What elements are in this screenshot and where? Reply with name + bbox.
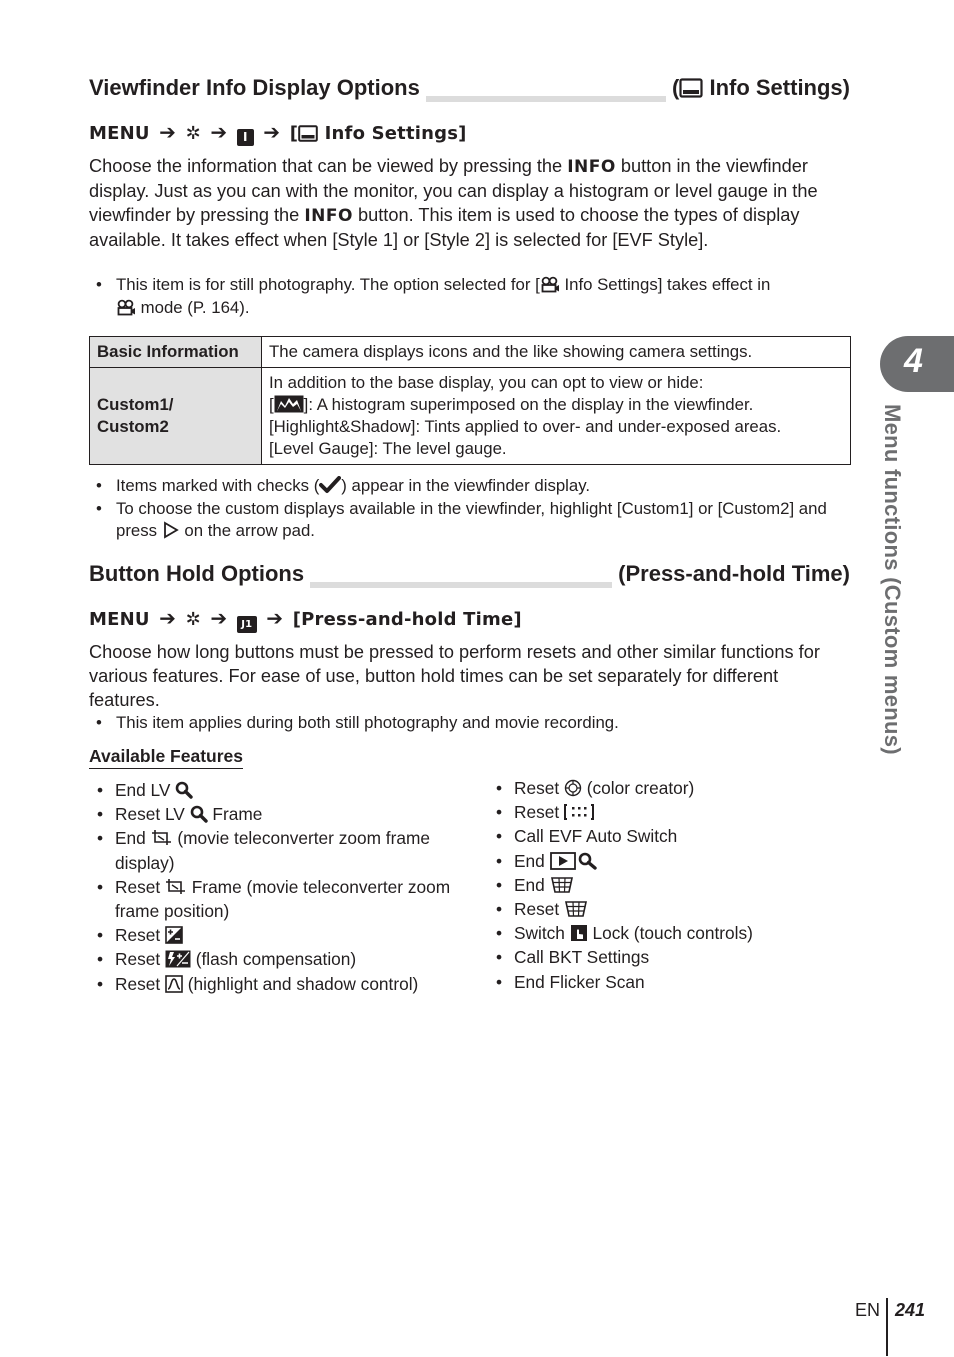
list-item <box>488 873 848 897</box>
cell-line: In addition to the base display, you can opt to view or hide: <box>269 373 704 392</box>
checkmark-icon <box>319 476 341 494</box>
feature-text: Reset <box>514 802 564 823</box>
after-table-notes <box>96 475 856 543</box>
table-row-header <box>90 368 262 465</box>
highlight-shadow-icon <box>165 975 183 993</box>
feature-text: Reset <box>514 899 564 920</box>
para-text: button in the viewfinder display. Just as you can with the monitor, you can display a histogram or level gauge in the viewfinder by pressing the <box>89 156 818 225</box>
arrow-pad-right-icon <box>162 521 180 539</box>
magnifier-icon <box>190 805 208 823</box>
list-item <box>488 776 848 800</box>
list-item: • This item applies during both still photography and movie recording. <box>96 712 856 735</box>
exposure-compensation-icon <box>165 926 183 944</box>
feature-text: Reset <box>115 925 165 946</box>
feature-text: Reset <box>514 778 564 798</box>
section-heading-viewfinder-info <box>89 74 850 104</box>
flash-compensation-icon <box>165 950 191 968</box>
list-item <box>89 826 469 874</box>
teleconverter-icon <box>151 829 173 847</box>
feature-text: (color creator) <box>581 778 695 798</box>
header-line: Custom2 <box>97 417 169 436</box>
table-row <box>90 337 851 368</box>
arrow-right-icon: ➔ <box>210 120 228 144</box>
press-hold-paragraph: Choose how long buttons must be pressed to perform resets and other similar functions for various features. For ease of use, button hold times can be set separately for different features. <box>89 642 820 710</box>
list-item <box>89 947 469 971</box>
table-row-header: Basic Information <box>90 337 262 368</box>
teleconverter-icon <box>165 878 187 896</box>
list-item <box>96 274 856 319</box>
feature-text: Call BKT Settings <box>514 947 650 968</box>
menu-item-label: [Press-and-hold Time] <box>292 609 522 630</box>
touch-lock-icon <box>570 924 588 942</box>
list-item <box>488 849 848 873</box>
feature-text: (movie teleconverter zoom frame display) <box>115 828 430 873</box>
af-target-icon <box>564 803 594 821</box>
features-list-left <box>89 778 469 996</box>
list-item <box>89 875 469 923</box>
gear-icon: ✲ <box>185 609 201 630</box>
section-subtitle: (Press-and-hold Time) <box>612 560 850 588</box>
list-item <box>89 972 469 996</box>
chapter-tab <box>880 336 954 392</box>
feature-text: Reset <box>115 949 165 970</box>
feature-text: End LV <box>115 780 176 800</box>
table-cell <box>262 368 851 465</box>
intro-paragraph <box>89 154 851 252</box>
movie-camera-icon <box>116 299 136 316</box>
arrow-right-icon: ➔ <box>159 606 177 630</box>
monitor-info-icon <box>298 125 318 142</box>
keystone-grid-icon <box>550 876 574 894</box>
feature-text: End <box>514 874 550 895</box>
feature-text: Call EVF Auto Switch <box>514 826 678 847</box>
list-item <box>89 923 469 947</box>
bracket-open: [ <box>289 123 299 144</box>
cell-line: [Highlight&Shadow]: Tints applied to over- and under-exposed areas. <box>269 417 782 436</box>
note-list <box>96 274 856 319</box>
cell-line: [Level Gauge]: The level gauge. <box>269 439 507 458</box>
color-creator-icon <box>564 779 582 797</box>
playback-zoom-icon <box>550 852 598 870</box>
language-label: EN <box>855 1300 881 1320</box>
list-item <box>96 475 856 498</box>
features-list-right <box>488 776 848 994</box>
list-item <box>89 802 469 826</box>
footer-divider <box>886 1298 888 1356</box>
section-title: Viewfinder Info Display Options <box>89 74 426 102</box>
note-text: mode (P. 164). <box>136 297 250 317</box>
note-text: on the arrow pad. <box>179 521 315 540</box>
feature-text: End <box>115 828 151 849</box>
table-row <box>90 368 851 465</box>
feature-text: Reset <box>115 973 165 994</box>
keystone-grid-icon <box>564 900 588 918</box>
header-line: Custom1/ <box>97 395 174 414</box>
list-item <box>488 970 848 994</box>
feature-text: (flash compensation) <box>190 949 357 970</box>
info-button-label: INFO <box>304 206 353 226</box>
custom-menu-j1-icon: J1 <box>237 616 257 633</box>
cell-text: [ <box>269 395 274 414</box>
menu-item-label: Info Settings] <box>324 123 467 144</box>
feature-text: Lock (touch controls) <box>587 923 753 944</box>
cell-text: ]: A histogram superimposed on the display in the viewfinder. <box>303 395 754 414</box>
feature-text: Frame (movie teleconverter zoom frame position) <box>115 876 451 922</box>
table-cell: The camera displays icons and the like showing camera settings. <box>262 337 851 368</box>
menu-path-info-settings <box>89 120 467 146</box>
movie-camera-icon <box>540 276 560 293</box>
feature-text: End <box>514 850 550 871</box>
info-settings-table <box>89 336 851 465</box>
note-text: ) appear in the viewfinder display. <box>341 476 591 495</box>
arrow-right-icon: ➔ <box>263 120 281 144</box>
list-item <box>488 897 848 921</box>
gear-icon: ✲ <box>185 123 201 144</box>
list-item <box>488 824 848 848</box>
feature-text: Reset LV <box>115 804 190 825</box>
arrow-right-icon: ➔ <box>266 606 284 630</box>
magnifier-icon <box>175 781 193 799</box>
note-text: Items marked with checks ( <box>116 476 320 495</box>
feature-text: Reset <box>115 876 165 897</box>
list-item <box>96 498 856 543</box>
feature-text: Switch <box>514 923 570 944</box>
menu-label: MENU <box>89 609 150 630</box>
section-subtitle <box>666 74 850 102</box>
feature-text: Frame <box>207 804 263 825</box>
monitor-info-icon <box>679 78 703 98</box>
chapter-number: 4 <box>904 342 923 380</box>
list-item <box>488 921 848 945</box>
feature-text: End Flicker Scan <box>514 971 645 992</box>
note-text: This item is for still photography. The option selected for [ <box>116 275 540 294</box>
press-hold-notes <box>96 712 856 735</box>
arrow-right-icon: ➔ <box>159 120 177 144</box>
section-title: Button Hold Options <box>89 560 310 588</box>
para-text: button. This item is used to choose the types of display available. It takes effect when [Style 1] or [Style 2] is selected for [EVF Style]. <box>89 205 800 250</box>
note-text: To choose the custom displays available in the viewfinder, highlight [Custom1] or [Custom2] and press <box>116 498 827 540</box>
arrow-right-icon: ➔ <box>210 606 228 630</box>
menu-label: MENU <box>89 123 150 144</box>
chapter-title: Menu functions (Custom menus) <box>880 404 905 755</box>
note-text: Info Settings] takes effect in <box>559 275 771 294</box>
custom-menu-tab-icon: I <box>237 129 254 146</box>
para-text: Choose the information that can be viewed by pressing the <box>89 156 568 176</box>
histogram-icon <box>274 395 304 413</box>
section-heading-button-hold <box>89 560 850 590</box>
info-button-label: INFO <box>567 157 616 177</box>
feature-text: (highlight and shadow control) <box>182 973 419 994</box>
paren-open: ( <box>672 75 680 100</box>
subtitle-text: Info Settings) <box>709 75 850 100</box>
list-item <box>488 800 848 824</box>
features-title: Available Features <box>89 745 243 769</box>
list-item <box>488 945 848 969</box>
menu-path-press-hold <box>89 606 522 633</box>
list-item <box>89 778 469 802</box>
page-number: 241 <box>895 1300 926 1320</box>
